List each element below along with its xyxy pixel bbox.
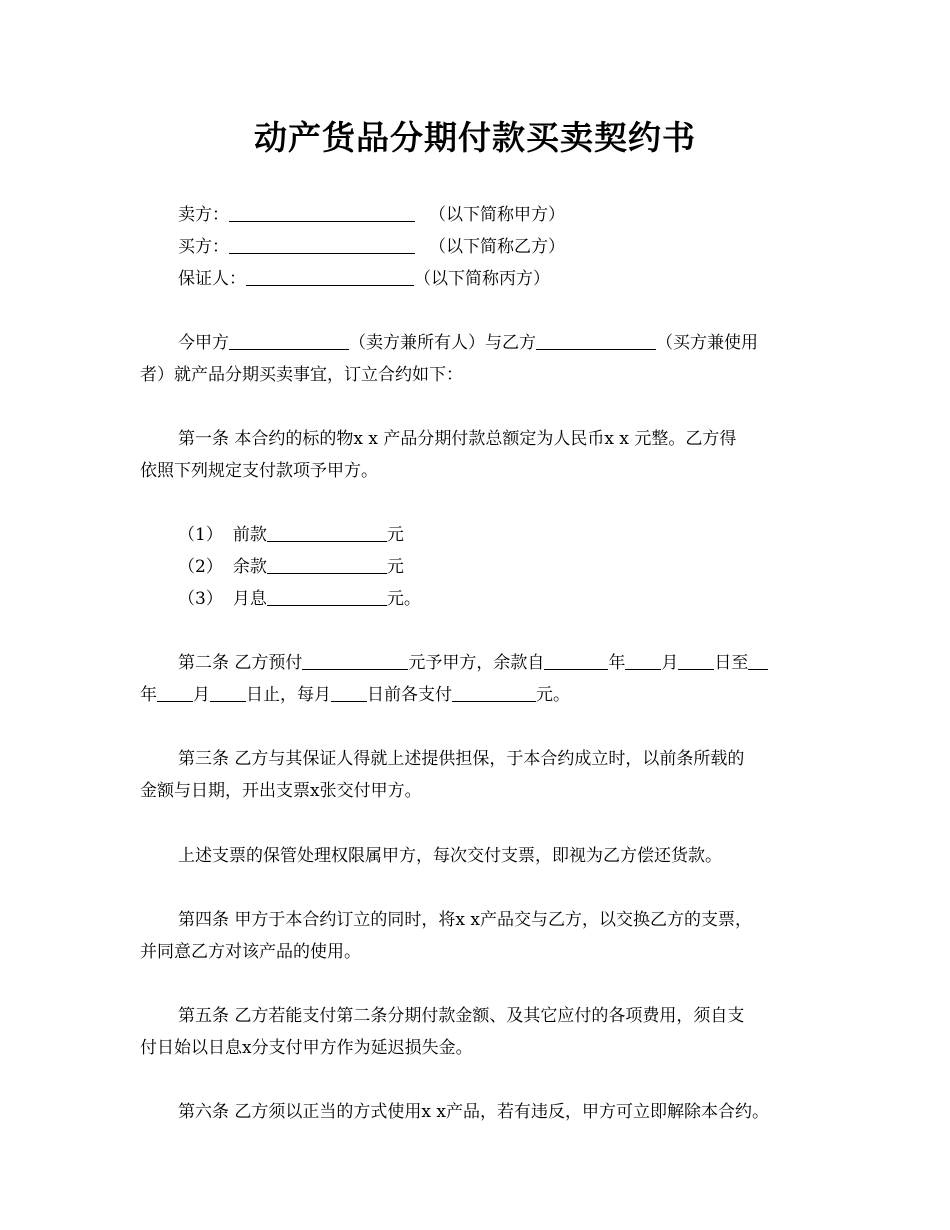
guarantor-blank[interactable] [246,269,414,286]
payment-label: 月息 [232,589,267,609]
intro-line-1 [178,332,758,354]
intro-line-2: 者）就产品分期买卖事宜，订立合约如下： [140,365,463,385]
buyer-label: 买方： [178,237,229,257]
year-text: 年 [140,685,157,705]
payment-num: （2） [178,557,223,577]
article3-line-2: 金额与日期，开出支票x张交付甲方。 [140,781,422,801]
payment-item [178,556,404,578]
seller-label: 卖方： [178,205,229,225]
article2-text-b: 元予甲方，余款自 [408,653,545,673]
yuan-text: 元。 [536,685,570,705]
start-day-blank[interactable] [678,653,714,670]
seller-name-blank[interactable] [229,333,349,350]
buyer-line [178,236,565,258]
guarantor-label: 保证人： [178,269,246,289]
end-year-blank-a[interactable] [748,653,768,670]
buyer-name-blank[interactable] [536,333,656,350]
month-text: 月 [661,653,679,673]
monthly-day-blank[interactable] [331,685,367,702]
payment-label: 前款 [232,525,267,545]
prepay-blank[interactable] [302,653,408,670]
monthly-interest-blank[interactable] [267,589,387,606]
document-title: 动产货品分期付款买卖契约书 [254,118,696,157]
article5-line-1: 第五条 乙方若能支付第二条分期付款金额、及其它应付的各项费用，须自支 [178,1006,745,1026]
down-payment-blank[interactable] [267,525,387,542]
article1-line-2: 依照下列规定支付款项予甲方。 [140,461,378,481]
article2-line-2 [140,684,570,706]
end-month-blank[interactable] [157,685,193,702]
seller-note: （以下简称甲方） [429,205,565,225]
article4-line-2: 并同意乙方对该产品的使用。 [140,942,361,962]
guarantor-note: （以下简称丙方） [414,269,550,289]
buyer-note: （以下简称乙方） [429,237,565,257]
payment-suffix: 元 [386,525,404,545]
cheque-note: 上述支票的保管处理权限属甲方，每次交付支票，即视为乙方偿还货款。 [178,846,722,866]
intro-text-3: （买方兼使用 [656,333,758,353]
payment-num: （1） [178,525,223,545]
year-text: 年 [608,653,626,673]
article5-line-2: 付日始以日息x分支付甲方作为延迟损失金。 [140,1038,473,1058]
day-to-text: 日至 [714,653,749,673]
monthly-amount-blank[interactable] [452,685,536,702]
before-text: 日前各支付 [367,685,452,705]
payment-suffix: 元。 [386,589,421,609]
balance-blank[interactable] [267,557,387,574]
article6-line-1: 第六条 乙方须以正当的方式使用x x产品，若有违反，甲方可立即解除本合约。 [178,1102,769,1122]
payment-label: 余款 [232,557,267,577]
seller-line [178,204,565,226]
end-day-blank[interactable] [210,685,246,702]
payment-num: （3） [178,589,223,609]
seller-blank[interactable] [229,205,415,222]
start-year-blank[interactable] [544,653,608,670]
article4-line-1: 第四条 甲方于本合约订立的同时，将x x产品交与乙方，以交换乙方的支票， [178,910,752,930]
start-month-blank[interactable] [625,653,661,670]
intro-text-2: （卖方兼所有人）与乙方 [349,333,536,353]
article2-line-1 [178,652,768,674]
intro-text-1: 今甲方 [178,333,229,353]
day-end-text: 日止，每月 [246,685,331,705]
payment-item [178,588,421,610]
article2-text-a: 第二条 乙方预付 [178,653,303,673]
month-text: 月 [193,685,210,705]
article1-line-1: 第一条 本合约的标的物x x 产品分期付款总额定为人民币x x 元整。乙方得 [178,429,737,449]
payment-suffix: 元 [386,557,404,577]
payment-item [178,524,404,546]
buyer-blank[interactable] [229,237,415,254]
guarantor-line [178,268,550,290]
article3-line-1: 第三条 乙方与其保证人得就上述提供担保，于本合约成立时，以前条所载的 [178,749,745,769]
